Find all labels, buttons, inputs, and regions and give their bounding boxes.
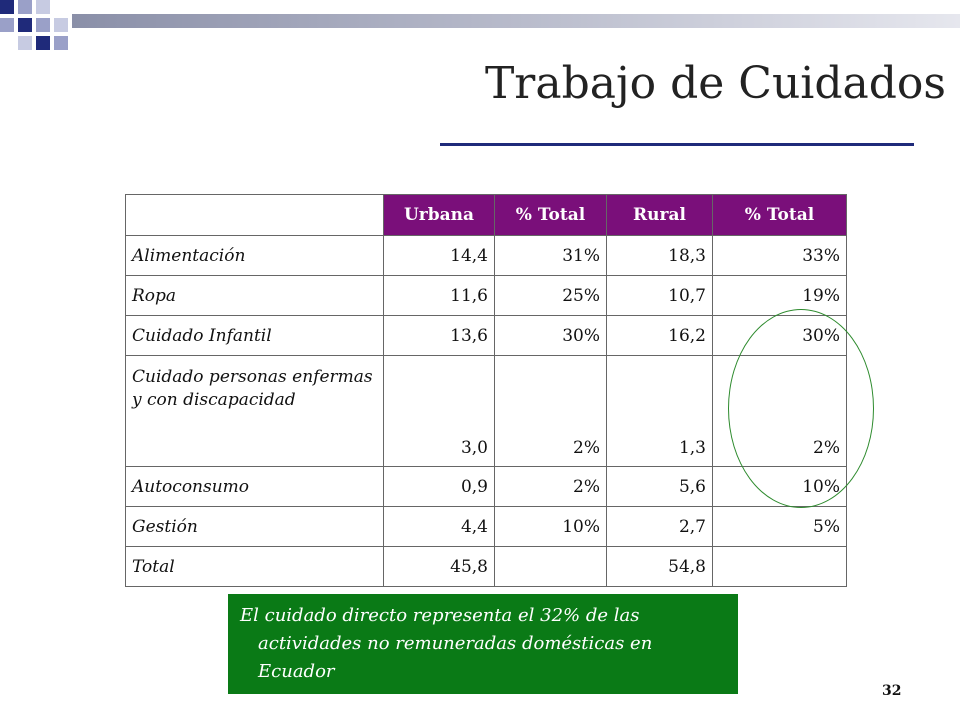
row-label: Alimentación xyxy=(126,236,384,276)
corner-square xyxy=(36,0,50,14)
row-label: Ropa xyxy=(126,276,384,316)
header-cell-empty xyxy=(126,195,384,236)
urbana-pct-value xyxy=(495,547,607,587)
page-number: 32 xyxy=(882,683,902,699)
row-label: Total xyxy=(126,547,384,587)
urbana-value: 14,4 xyxy=(384,236,495,276)
rural-value: 54,8 xyxy=(607,547,713,587)
rural-value: 18,3 xyxy=(607,236,713,276)
corner-square xyxy=(18,0,32,14)
corner-square xyxy=(36,36,50,50)
highlight-circle xyxy=(728,309,874,508)
urbana-pct-value: 2% xyxy=(495,356,607,467)
corner-square xyxy=(0,0,14,14)
top-decorative-bar xyxy=(72,14,960,28)
rural-pct-value: 5% xyxy=(713,507,847,547)
table-row xyxy=(126,467,847,507)
urbana-value: 11,6 xyxy=(384,276,495,316)
table-row xyxy=(126,236,847,276)
rural-value: 16,2 xyxy=(607,316,713,356)
rural-pct-value: 2% xyxy=(713,356,847,467)
rural-value: 10,7 xyxy=(607,276,713,316)
slide-title: Trabajo de Cuidados xyxy=(484,58,946,109)
corner-square xyxy=(54,36,68,50)
row-label: Autoconsumo xyxy=(126,467,384,507)
row-label: Cuidado personas enfermas y con discapacidad xyxy=(126,356,384,467)
rural-pct-value: 33% xyxy=(713,236,847,276)
urbana-pct-value: 2% xyxy=(495,467,607,507)
rural-value: 5,6 xyxy=(607,467,713,507)
table-row xyxy=(126,316,847,356)
urbana-value: 13,6 xyxy=(384,316,495,356)
table-row xyxy=(126,276,847,316)
summary-note: El cuidado directo representa el 32% de las actividades no remuneradas domésticas en Ecuador xyxy=(228,594,738,694)
title-underline xyxy=(440,143,914,146)
urbana-pct-value: 31% xyxy=(495,236,607,276)
rural-pct-value xyxy=(713,547,847,587)
table-row xyxy=(126,507,847,547)
corner-square xyxy=(36,18,50,32)
corner-square xyxy=(54,18,68,32)
rural-pct-value: 10% xyxy=(713,467,847,507)
urbana-value: 0,9 xyxy=(384,467,495,507)
header-rural: Rural xyxy=(607,195,713,236)
urbana-value: 3,0 xyxy=(384,356,495,467)
urbana-pct-value: 25% xyxy=(495,276,607,316)
header-urbana-pct: % Total xyxy=(495,195,607,236)
rural-pct-value: 19% xyxy=(713,276,847,316)
corner-square xyxy=(0,18,14,32)
urbana-pct-value: 10% xyxy=(495,507,607,547)
corner-square xyxy=(18,36,32,50)
rural-pct-value: 30% xyxy=(713,316,847,356)
row-label: Cuidado Infantil xyxy=(126,316,384,356)
table-row-total xyxy=(126,547,847,587)
urbana-value: 4,4 xyxy=(384,507,495,547)
table-header-row xyxy=(126,195,847,236)
rural-value: 1,3 xyxy=(607,356,713,467)
row-label: Gestión xyxy=(126,507,384,547)
header-urbana: Urbana xyxy=(384,195,495,236)
urbana-value: 45,8 xyxy=(384,547,495,587)
header-rural-pct: % Total xyxy=(713,195,847,236)
rural-value: 2,7 xyxy=(607,507,713,547)
urbana-pct-value: 30% xyxy=(495,316,607,356)
corner-square xyxy=(18,18,32,32)
